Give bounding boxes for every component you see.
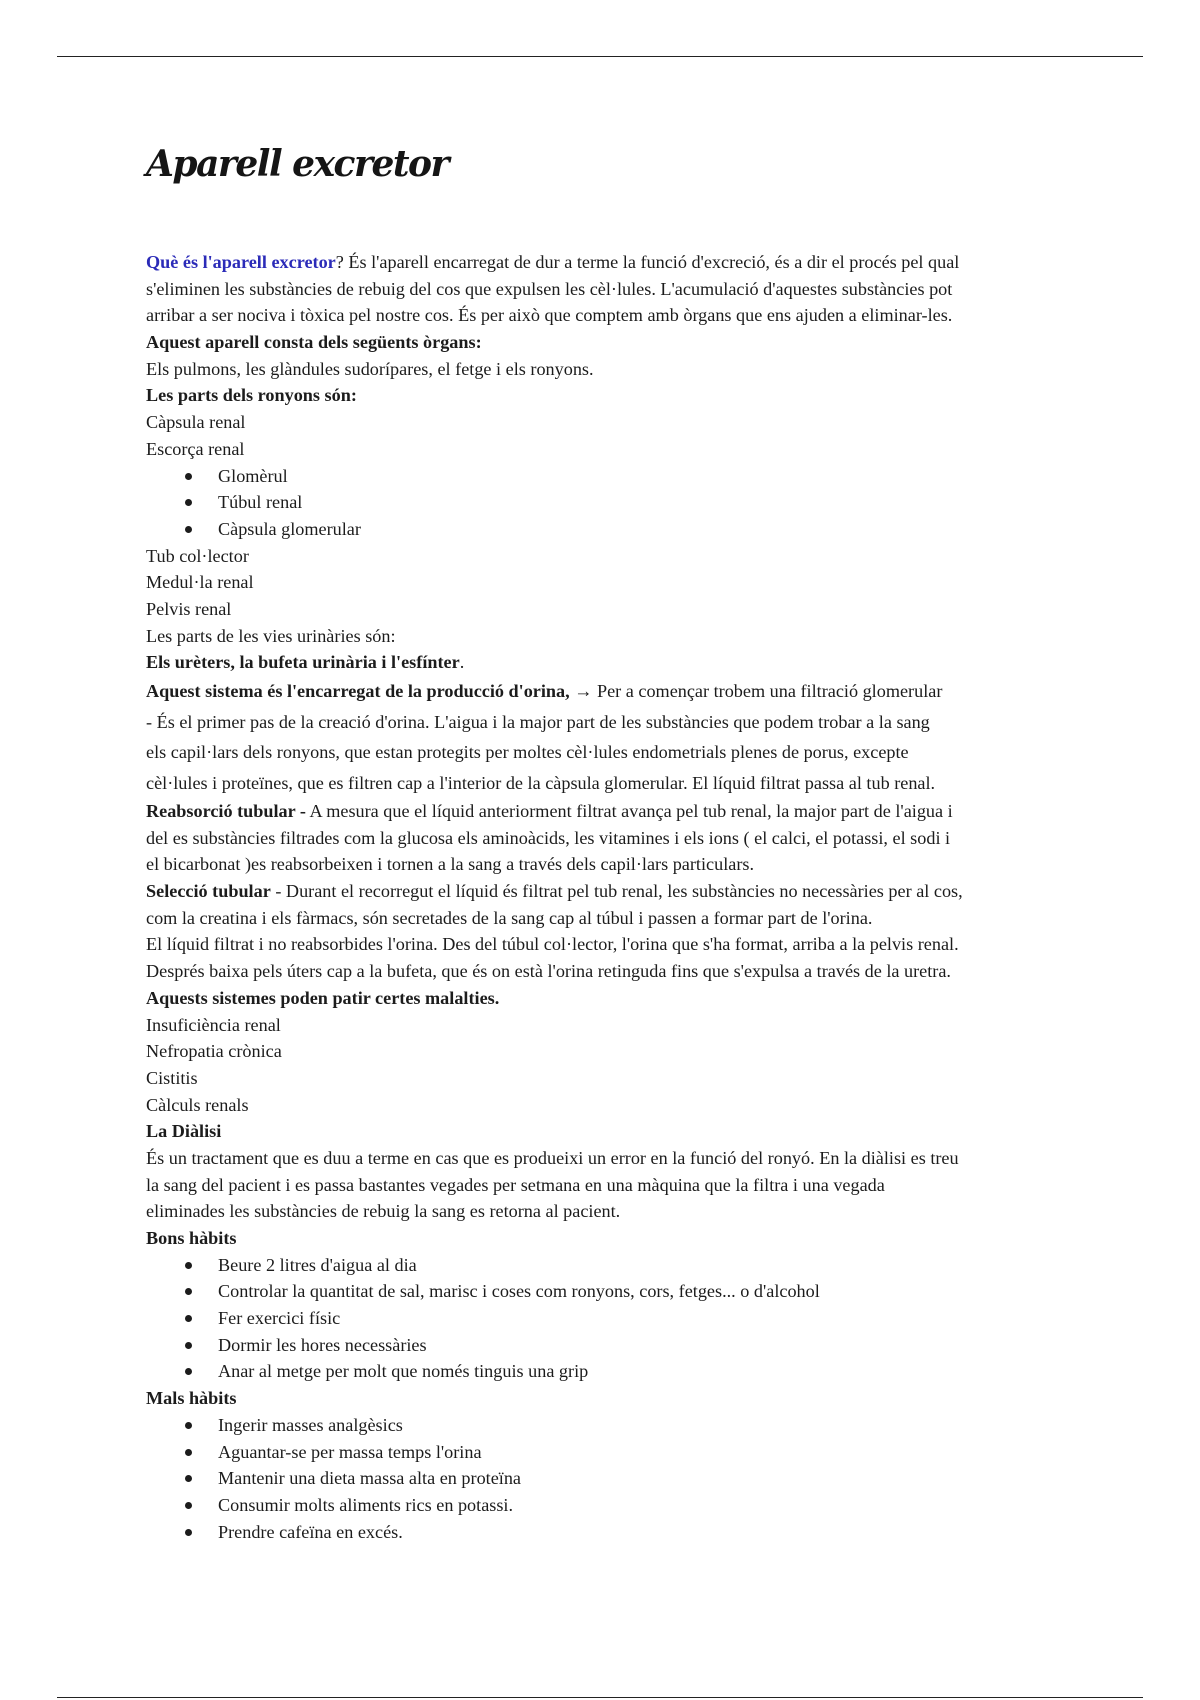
selection-line-1: Selecció tubular - Durant el recorregut el líquid és filtrat pel tub renal, les substàncies no necessàries per al cos, <box>146 881 963 902</box>
dialysis-heading: La Diàlisi <box>146 1121 222 1142</box>
reabsorption-line-3: el bicarbonat )es reabsorbeixen i tornen a la sang a través dels capil·lars particulars. <box>146 854 755 875</box>
bullet-icon <box>185 1449 192 1456</box>
intro-link[interactable]: Què és l'aparell excretor <box>146 252 336 272</box>
kidney-cortex-list <box>146 463 1056 543</box>
selection-line-4: Després baixa pels úters cap a la bufeta, que és on està l'orina retinguda fins que s'expulsa a través de la uretra. <box>146 961 951 982</box>
disease-item: Cistitis <box>146 1067 198 1088</box>
reabsorption-line-1: Reabsorció tubular - A mesura que el líquid anteriorment filtrat avança pel tub renal, la major part de l'aigua i <box>146 801 953 821</box>
kidney-parts-heading: Les parts dels ronyons són: <box>146 385 357 406</box>
list-item: Beure 2 litres d'aigua al dia <box>146 1252 1056 1279</box>
production-line-3: els capil·lars dels ronyons, que estan protegits per moltes cèl·lules endometrials plenes de porus, excepte <box>146 742 909 762</box>
document-body <box>146 249 1056 1545</box>
bullet-icon <box>185 526 192 533</box>
bad-habits-heading: Mals hàbits <box>146 1388 237 1409</box>
selection-line-2: com la creatina i els fàrmacs, són secretades de la sang cap al túbul i passen a formar part de l'orina. <box>146 907 873 928</box>
bullet-icon <box>185 473 192 480</box>
bullet-icon <box>185 1529 192 1536</box>
bullet-icon <box>185 1288 192 1295</box>
production-line-4: cèl·lules i proteïnes, que es filtren cap a l'interior de la càpsula glomerular. El líquid filtrat passa al tub renal. <box>146 772 936 793</box>
top-rule <box>57 56 1143 57</box>
dialysis-line-1: És un tractament que es duu a terme en cas que es produeixi un error en la funció del ronyó. En la diàlisi es treu <box>146 1147 959 1168</box>
disease-item: Càlculs renals <box>146 1094 249 1115</box>
list-item: Aguantar-se per massa temps l'orina <box>146 1439 1056 1466</box>
bullet-icon <box>185 1262 192 1269</box>
list-item: Anar al metge per molt que només tinguis una grip <box>146 1358 1056 1385</box>
list-item: Mantenir una dieta massa alta en proteïna <box>146 1465 1056 1492</box>
bottom-rule <box>57 1697 1143 1698</box>
bullet-icon <box>185 1502 192 1509</box>
list-item: Túbul renal <box>146 489 1056 516</box>
kidney-part-item: Tub col·lector <box>146 545 249 566</box>
page-title: Aparell excretor <box>146 143 448 185</box>
bullet-icon <box>185 1342 192 1349</box>
disease-item: Insuficiència renal <box>146 1014 281 1035</box>
list-item: Dormir les hores necessàries <box>146 1332 1056 1359</box>
intro-line-2: s'eliminen les substàncies de rebuig del cos que expulsen les cèl·lules. L'acumulació d'aquestes substàncies pot <box>146 278 953 299</box>
list-item: Ingerir masses analgèsics <box>146 1412 1056 1439</box>
intro-line-1: Què és l'aparell excretor? És l'aparell encarregat de dur a terme la funció d'excreció, és a dir el procés pel qual <box>146 252 960 272</box>
list-item: Càpsula glomerular <box>146 516 1056 543</box>
production-line-2: - És el primer pas de la creació d'orina. L'aigua i la major part de les substàncies que podem trobar a la sang <box>146 711 930 732</box>
good-habits-list <box>146 1252 1056 1385</box>
dialysis-line-2: la sang del pacient i es passa bastantes vegades per setmana en una màquina que la filtra i una vegada <box>146 1174 885 1195</box>
list-item: Fer exercici físic <box>146 1305 1056 1332</box>
bad-habits-list <box>146 1412 1056 1545</box>
list-item: Glomèrul <box>146 463 1056 490</box>
selection-line-3: El líquid filtrat i no reabsorbides l'orina. Des del túbul col·lector, l'orina que s'ha format, arriba a la pelvis renal. <box>146 934 959 955</box>
kidney-part-item: Càpsula renal <box>146 412 246 433</box>
list-item: Prendre cafeïna en excés. <box>146 1519 1056 1546</box>
bullet-icon <box>185 499 192 506</box>
urinary-parts: Els urèters, la bufeta urinària i l'esfínter. <box>146 652 465 673</box>
kidney-part-item: Medul·la renal <box>146 572 254 593</box>
list-item: Consumir molts aliments rics en potassi. <box>146 1492 1056 1519</box>
production-line-1: Aquest sistema és l'encarregat de la producció d'orina, → Per a començar trobem una filtració glomerular <box>146 681 943 701</box>
list-item: Controlar la quantitat de sal, marisc i coses com ronyons, cors, fetges... o d'alcohol <box>146 1278 1056 1305</box>
dialysis-line-3: eliminades les substàncies de rebuig la sang es retorna al pacient. <box>146 1201 621 1222</box>
organs-text: Els pulmons, les glàndules sudorípares, el fetge i els ronyons. <box>146 358 594 379</box>
reabsorption-line-2: del es substàncies filtrades com la glucosa els aminoàcids, les vitamines i els ions ( el calci, el potassi, el sodi i <box>146 827 951 848</box>
urinary-intro: Les parts de les vies urinàries són: <box>146 625 396 646</box>
kidney-part-item: Pelvis renal <box>146 598 232 619</box>
organs-heading: Aquest aparell consta dels següents òrgans: <box>146 332 482 353</box>
disease-item: Nefropatia crònica <box>146 1041 282 1062</box>
good-habits-heading: Bons hàbits <box>146 1228 237 1248</box>
bullet-icon <box>185 1315 192 1322</box>
intro-line-3: arribar a ser nociva i tòxica pel nostre cos. És per això que comptem amb òrgans que ens ajuden a eliminar-les. <box>146 305 953 326</box>
bullet-icon <box>185 1475 192 1482</box>
bullet-icon <box>185 1368 192 1375</box>
kidney-part-item: Escorça renal <box>146 438 245 459</box>
diseases-heading: Aquests sistemes poden patir certes malalties. <box>146 987 500 1008</box>
bullet-icon <box>185 1422 192 1429</box>
